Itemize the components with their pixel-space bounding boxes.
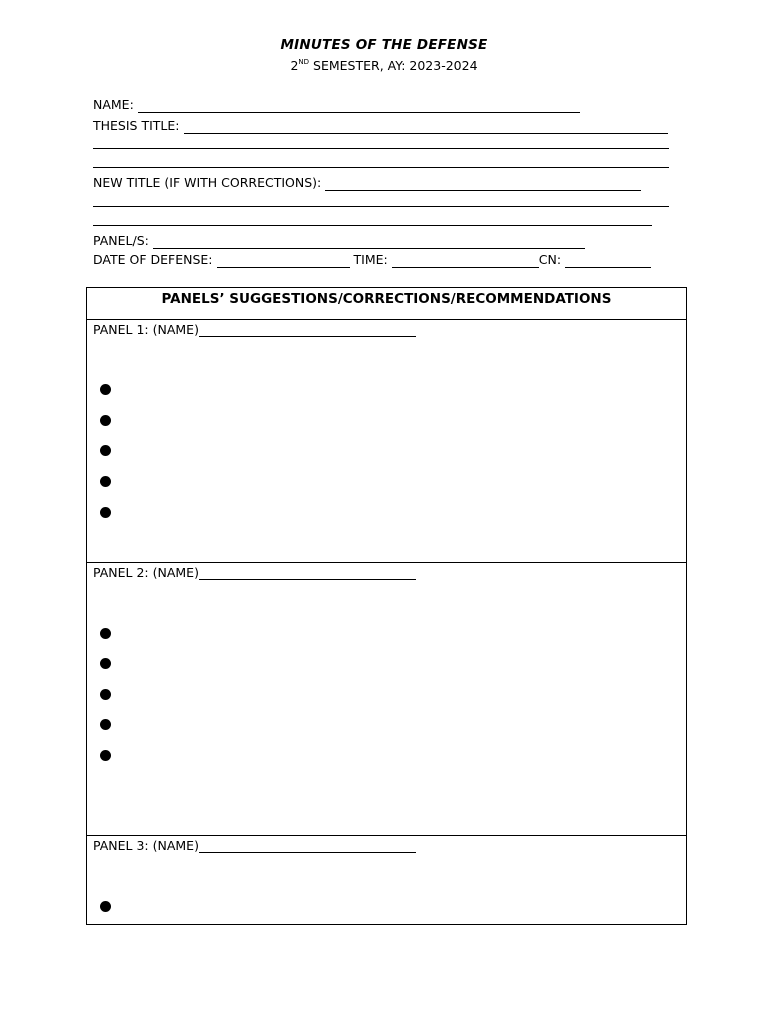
panels-field	[93, 233, 585, 249]
semester-academic-year: SEMESTER, AY: 2023-2024	[309, 58, 478, 73]
name-field	[93, 97, 580, 113]
name-blank-line[interactable]	[138, 100, 580, 113]
panel-3-label-text: PANEL 3: (NAME)	[93, 838, 199, 853]
panel-2-bullet-4[interactable]	[100, 719, 111, 730]
date-of-defense-label: DATE OF DEFENSE:	[93, 252, 213, 267]
new-title-continuation-line-1[interactable]	[93, 206, 669, 207]
new-title-continuation-line-2[interactable]	[93, 225, 652, 226]
panel-3-label	[93, 838, 416, 853]
new-title-blank-line[interactable]	[325, 178, 641, 191]
panel-2-bullet-3[interactable]	[100, 689, 111, 700]
panel-3-name-blank-line[interactable]	[199, 840, 416, 853]
panel-1-name-blank-line[interactable]	[199, 324, 416, 337]
table-header: PANELS’ SUGGESTIONS/CORRECTIONS/RECOMMENDATIONS	[87, 288, 686, 320]
panel-3-bullet-1[interactable]	[100, 901, 111, 912]
thesis-title-continuation-line-2[interactable]	[93, 167, 669, 168]
cn-blank-line[interactable]	[565, 255, 651, 268]
new-title-field	[93, 175, 641, 191]
panel-2-bullet-5[interactable]	[100, 750, 111, 761]
panels-blank-line[interactable]	[153, 236, 585, 249]
document-subtitle	[0, 58, 768, 73]
time-label: TIME:	[353, 252, 388, 267]
semester-ordinal-suffix: ND	[298, 58, 310, 66]
semester-number: 2	[290, 58, 299, 73]
document-title: MINUTES OF THE DEFENSE	[280, 37, 488, 53]
cn-label: CN:	[538, 252, 562, 267]
panel-2-label	[93, 565, 416, 580]
panel-1-section	[87, 320, 686, 563]
time-blank-line[interactable]	[392, 255, 539, 268]
thesis-title-blank-line[interactable]	[184, 121, 668, 134]
panel-2-label-text: PANEL 2: (NAME)	[93, 565, 199, 580]
panel-1-bullet-4[interactable]	[100, 476, 111, 487]
thesis-title-continuation-line-1[interactable]	[93, 148, 669, 149]
date-time-cn-field	[93, 252, 651, 268]
panel-2-section	[87, 563, 686, 836]
new-title-label: NEW TITLE (IF WITH CORRECTIONS):	[93, 175, 322, 190]
panel-3-section	[87, 836, 686, 925]
name-label: NAME:	[93, 97, 134, 112]
panels-label: PANEL/S:	[93, 233, 149, 248]
date-of-defense-blank-line[interactable]	[217, 255, 350, 268]
panels-suggestions-table	[86, 287, 687, 925]
panel-1-label	[93, 322, 416, 337]
panel-2-bullet-1[interactable]	[100, 628, 111, 639]
panel-1-bullet-2[interactable]	[100, 415, 111, 426]
panel-1-bullet-1[interactable]	[100, 384, 111, 395]
panel-2-bullet-2[interactable]	[100, 658, 111, 669]
panel-2-name-blank-line[interactable]	[199, 567, 416, 580]
panel-1-bullet-5[interactable]	[100, 507, 111, 518]
panel-1-label-text: PANEL 1: (NAME)	[93, 322, 199, 337]
thesis-title-field	[93, 118, 668, 134]
thesis-title-label: THESIS TITLE:	[93, 118, 180, 133]
panel-1-bullet-3[interactable]	[100, 445, 111, 456]
